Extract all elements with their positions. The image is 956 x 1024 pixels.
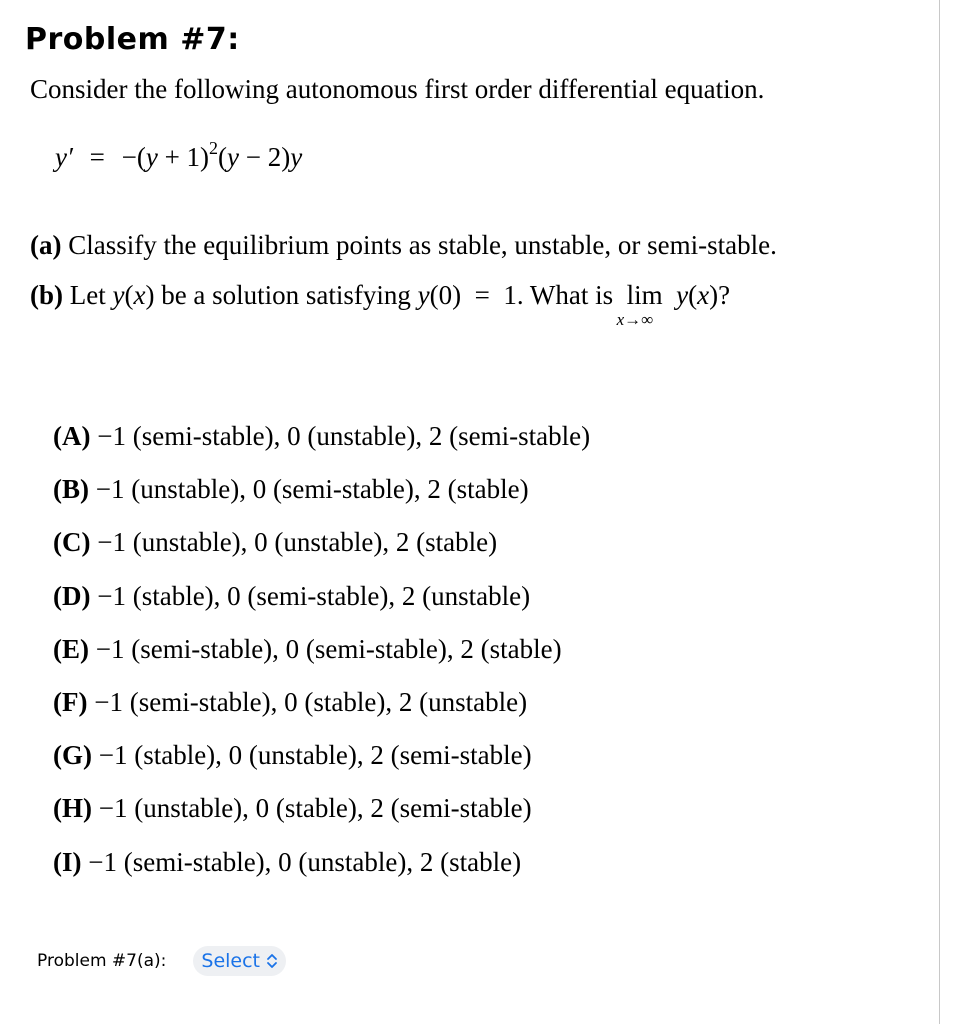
answer-options-list (53, 420, 590, 899)
option-g (53, 739, 590, 792)
answer-label: Problem #7(a): (37, 951, 167, 971)
equation-var: y (290, 142, 303, 172)
equation-lhs: y′ (55, 142, 73, 172)
option-f (53, 686, 590, 739)
option-label: (I) (53, 846, 82, 877)
part-b-text: )? (709, 280, 731, 310)
option-label: (B) (53, 474, 89, 505)
part-b-label: (b) (30, 280, 63, 310)
option-c (53, 526, 590, 579)
equation-var: y (145, 142, 158, 172)
part-a-label: (a) (30, 230, 62, 260)
limit-operator: lim (626, 280, 663, 310)
equation-part: ( (218, 142, 228, 172)
part-a-text: Classify the equilibrium points as stable, unstable, or semi-stable. (61, 230, 777, 260)
part-b-text: Let (63, 280, 113, 310)
equation-part: −( (121, 142, 146, 172)
up-down-chevron-icon (266, 953, 278, 969)
limit-subscript (617, 310, 654, 330)
option-b (53, 473, 590, 526)
equation-exponent: 2 (209, 138, 219, 158)
option-text: −1 (semi-stable), 0 (unstable), 2 (stable) (81, 846, 522, 877)
option-text: −1 (semi-stable), 0 (stable), 2 (unstable) (87, 686, 528, 717)
equation-var: y (227, 142, 240, 172)
problem-title: Problem #7: (25, 22, 240, 57)
option-label: (C) (53, 527, 91, 558)
part-b-text: ) be a solution satisfying (145, 280, 418, 310)
problem-intro: Consider the following autonomous first order differential equation. (30, 74, 765, 104)
equation-equals: = (89, 142, 105, 172)
part-b-var: x (697, 280, 710, 310)
option-label: (F) (53, 686, 88, 717)
option-e (53, 633, 590, 686)
option-label: (H) (53, 793, 92, 824)
right-border-divider (939, 0, 940, 1024)
option-text: −1 (stable), 0 (semi-stable), 2 (unstable) (90, 580, 531, 611)
option-text: −1 (unstable), 0 (stable), 2 (semi-stable) (91, 793, 532, 824)
limit-subscript-var: x (616, 310, 625, 329)
option-label: (G) (53, 740, 92, 771)
part-b-text: ( (124, 280, 134, 310)
part-b-text: (0) = 1. What is (429, 280, 627, 310)
differential-equation (55, 138, 303, 173)
option-text: −1 (semi-stable), 0 (semi-stable), 2 (stable) (89, 633, 562, 664)
option-i (53, 846, 590, 899)
part-a-question (30, 230, 777, 261)
option-text: −1 (stable), 0 (unstable), 2 (semi-stable) (91, 740, 532, 771)
select-value: Select (201, 950, 261, 972)
option-label: (A) (53, 421, 91, 451)
option-label: (D) (53, 580, 91, 611)
option-label: (E) (53, 633, 89, 664)
option-a (53, 420, 590, 473)
option-text: −1 (unstable), 0 (semi-stable), 2 (stable) (89, 474, 529, 505)
limit-subscript-arrow: →∞ (624, 310, 654, 329)
answer-select-dropdown[interactable] (193, 946, 286, 976)
part-b-var: y (676, 280, 689, 310)
equation-part: − 2) (239, 142, 291, 172)
part-b-question (30, 280, 731, 329)
option-text: −1 (semi-stable), 0 (unstable), 2 (semi-stable) (90, 421, 591, 451)
option-text: −1 (unstable), 0 (unstable), 2 (stable) (90, 527, 498, 558)
answer-row (37, 946, 286, 976)
part-b-var: x (133, 280, 146, 310)
option-h (53, 792, 590, 845)
part-b-var: y (417, 280, 430, 310)
part-b-text: ( (688, 280, 698, 310)
limit-expression (616, 280, 663, 329)
part-b-var: y (112, 280, 125, 310)
equation-part: + 1) (157, 142, 210, 172)
option-d (53, 580, 590, 633)
